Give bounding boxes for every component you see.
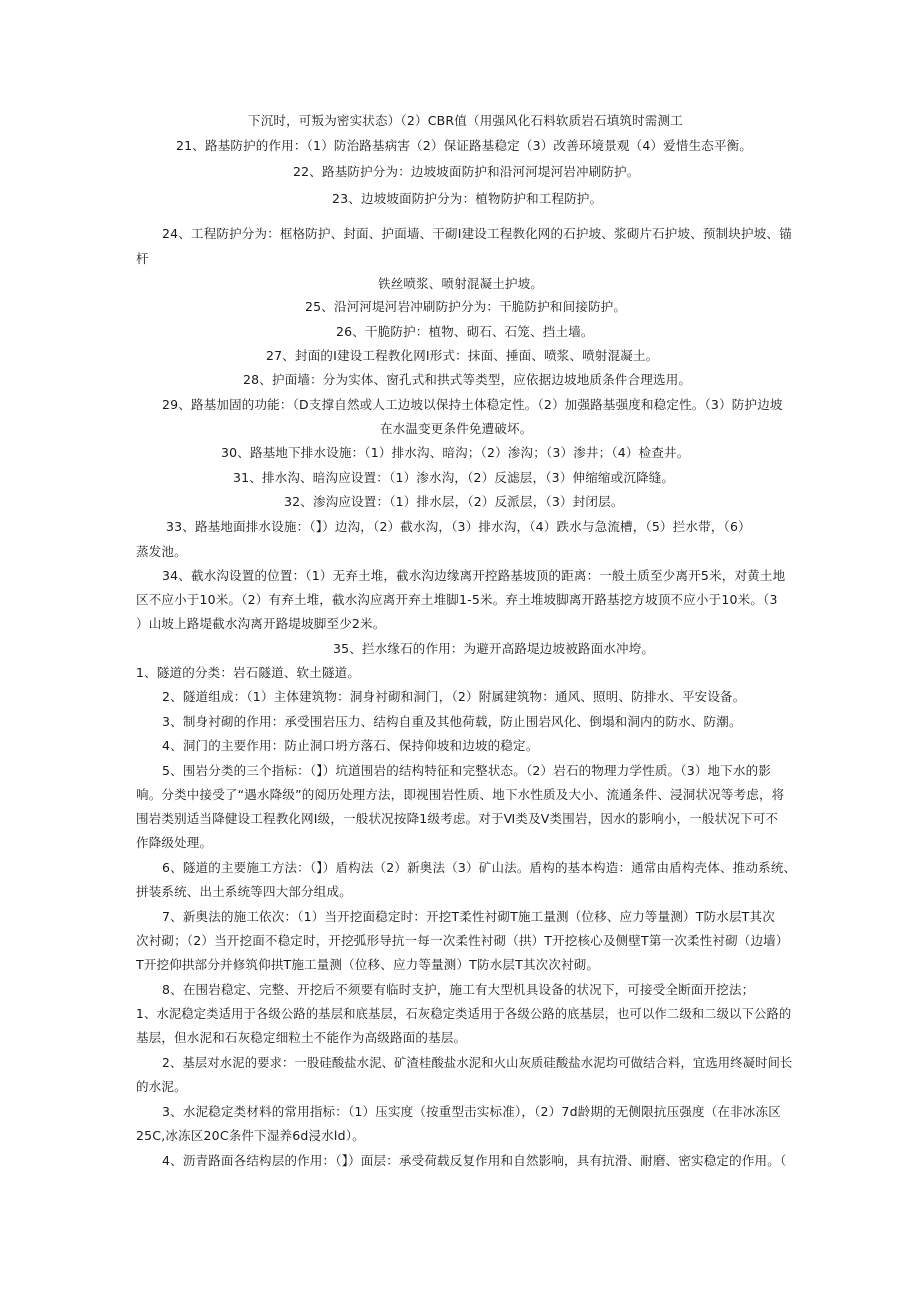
text-line: 6、隧道的主要施工方法：（】）盾构法（2）新奥法（3）矿山法。盾构的基本构造：通常由盾构壳体、推动系统、 [162,860,797,875]
text-line: 5、围岩分类的三个指标：（】）坑道围岩的结构特征和完整状态。（2）岩石的物理力学性质。（3）地下水的影 [162,763,772,778]
text-line: 围岩类别适当降健设工程教化网I级，一般状况按降1级考虑。对于Ⅵ类及Ⅴ类围岩，因水的影响小，一般状况下可不 [136,811,779,826]
text-line: 24、工程防护分为：框格防护、封面、护面墙、干砌I建设工程教化网的石护坡、浆砌片石护坡、预制块护坡、锚 [162,226,792,241]
text-line: 3、制身衬砌的作用：承受围岩压力、结构自重及其他荷载，防止围岩风化、倒塌和洞内的防水、防潮。 [162,714,742,729]
text-line: 4、沥青路面各结构层的作用：（】）面层：承受荷载反复作用和自然影响，具有抗滑、耐磨、密实稳定的作用。（ [162,1153,787,1168]
text-line: 4、洞门的主要作用：防止洞口坍方落石、保持仰坡和边坡的稳定。 [162,738,539,753]
text-line: 响。分类中接受了“遇水降级”的阅历处理方法，即视围岩性质、地下水性质及大小、流通条件、浸洞状况等考虑，将 [136,787,785,802]
text-line: 2、基层对水泥的要求：一股硅酸盐水泥、矿渣桂酸盐水泥和火山灰质硅酸盐水泥均可做结合料，宜选用终凝时间长 [162,1056,793,1070]
text-line: 31、排水沟、暗沟应设置：（1）渗水沟，（2）反滤层，（3）伸缩缩或沉降缝。 [233,470,675,485]
text-line: 在水温变更条件免遭破坏。 [380,421,533,436]
text-line: 32、渗沟应设置：（1）排水层，（2）反派层，（3）封闭层。 [284,494,624,509]
text-line: 25C,冰冻区20C条件下湿养6d浸水ld）。 [136,1128,365,1143]
text-line: 21、路基防护的作用：（1）防治路基病害（2）保证路基稳定（3）改善环境景观（4）爱惜生态平衡。 [176,138,753,153]
text-line: 拼装系统、出土系统等四大部分组成。 [136,884,352,899]
text-line: 25、沿河河堤河岩冲刷防护分为：干脆防护和间接防护。 [305,299,627,314]
text-line: 34、截水沟设置的位置：（1）无弃土堆，截水沟边缘离开控路基坡顶的距离：一般土质至少离开5米，对黄土地 [162,568,786,583]
text-line: 区不应小于10米。（2）有弃土堆，截水沟应离开弃土堆脚1-5米。弃土堆坡脚离开路基挖方坡顶不应小于10米。（3 [136,592,778,607]
text-line: 27、封面的I建设工程教化网I形式：抹面、捶面、喷浆、喷射混凝土。 [266,348,659,363]
text-line: T开挖仰拱部分并修筑仰拱T施工量测（位移、应力等量测）T防水层T其次次衬砌。 [136,957,600,972]
text-line: 33、路基地面排水设施：（】）边沟，（2）截水沟，（3）排水沟，（4）跌水与急流槽，（5）拦水带，（6） [166,519,751,534]
text-line: 1、水泥稳定类适用于各级公路的基层和底基层，石灰稳定类适用于各级公路的底基层，也可以作二级和二级以下公路的 [136,1007,792,1021]
text-line: 杆 [136,251,149,266]
text-line: 22、路基防护分为：边坡坡面防护和沿河河堤河岩冲刷防护。 [293,164,640,179]
text-line: 蒸发池。 [136,544,187,559]
text-line: 8、在围岩稳定、完整、开挖后不须要有临时支护，施工有大型机具设备的状况下，可接受全断面开挖法； [162,982,755,997]
text-line: 2、隧道组成：（1）主体建筑物：洞身衬砌和洞门，（2）附属建筑物：通风、照明、防排水、平安设备。 [162,689,746,704]
text-line: 下沉时，可叛为密实状态）（2）CBR值（用强风化石料软质岩石填筑时需测工 [248,113,683,128]
text-line: 28、护面墙：分为实体、窗孔式和拱式等类型，应依据边坡地质条件合理选用。 [243,372,692,387]
text-line: 铁丝喷浆、喷射混凝土护坡。 [378,276,544,291]
text-line: 3、水泥稳定类材料的常用指标：（1）压实度（按重型击实标准），（2）7d龄期的无侧限抗压强度（在非冰冻区 [162,1104,781,1119]
text-line: 26、干脆防护：植物、砌石、石笼、挡土墙。 [336,324,594,339]
text-line: 次衬砌；（2）当开挖面不稳定时，开挖弧形导抗一每一次柔性衬砌（拱）T开挖核心及侧壁T第一次柔性衬砌（边墙） [136,933,789,948]
text-line: 的水泥。 [136,1079,187,1094]
text-line: 35、拦水缘石的作用：为避开高路堤边坡被路面水冲垮。 [333,641,655,656]
text-line: 30、路基地下排水设施：（1）排水沟、暗沟；（2）渗沟；（3）渗井；（4）检查井。 [221,445,690,460]
text-line: ）山坡上路堤截水沟离开路堤坡脚至少2米。 [136,616,386,631]
text-line: 29、路基加固的功能：（D支撑自然或人工边坡以保持土体稳定性。（2）加强路基强度和稳定性。（3）防护边坡 [162,397,783,412]
text-line: 1、隧道的分类：岩石隧道、软土隧道。 [136,665,361,680]
text-line: 基层，但水泥和石灰稳定细粒土不能作为高级路面的基层。 [136,1030,467,1045]
text-line: 作降级处理。 [136,835,213,850]
text-line: 7、新奥法的施工依次：（1）当开挖面稳定时：开挖T柔性衬砌T施工量测（位移、应力等量测）T防水层T其次 [162,909,775,924]
text-line: 23、边坡坡面防护分为：植物防护和工程防护。 [332,191,603,206]
